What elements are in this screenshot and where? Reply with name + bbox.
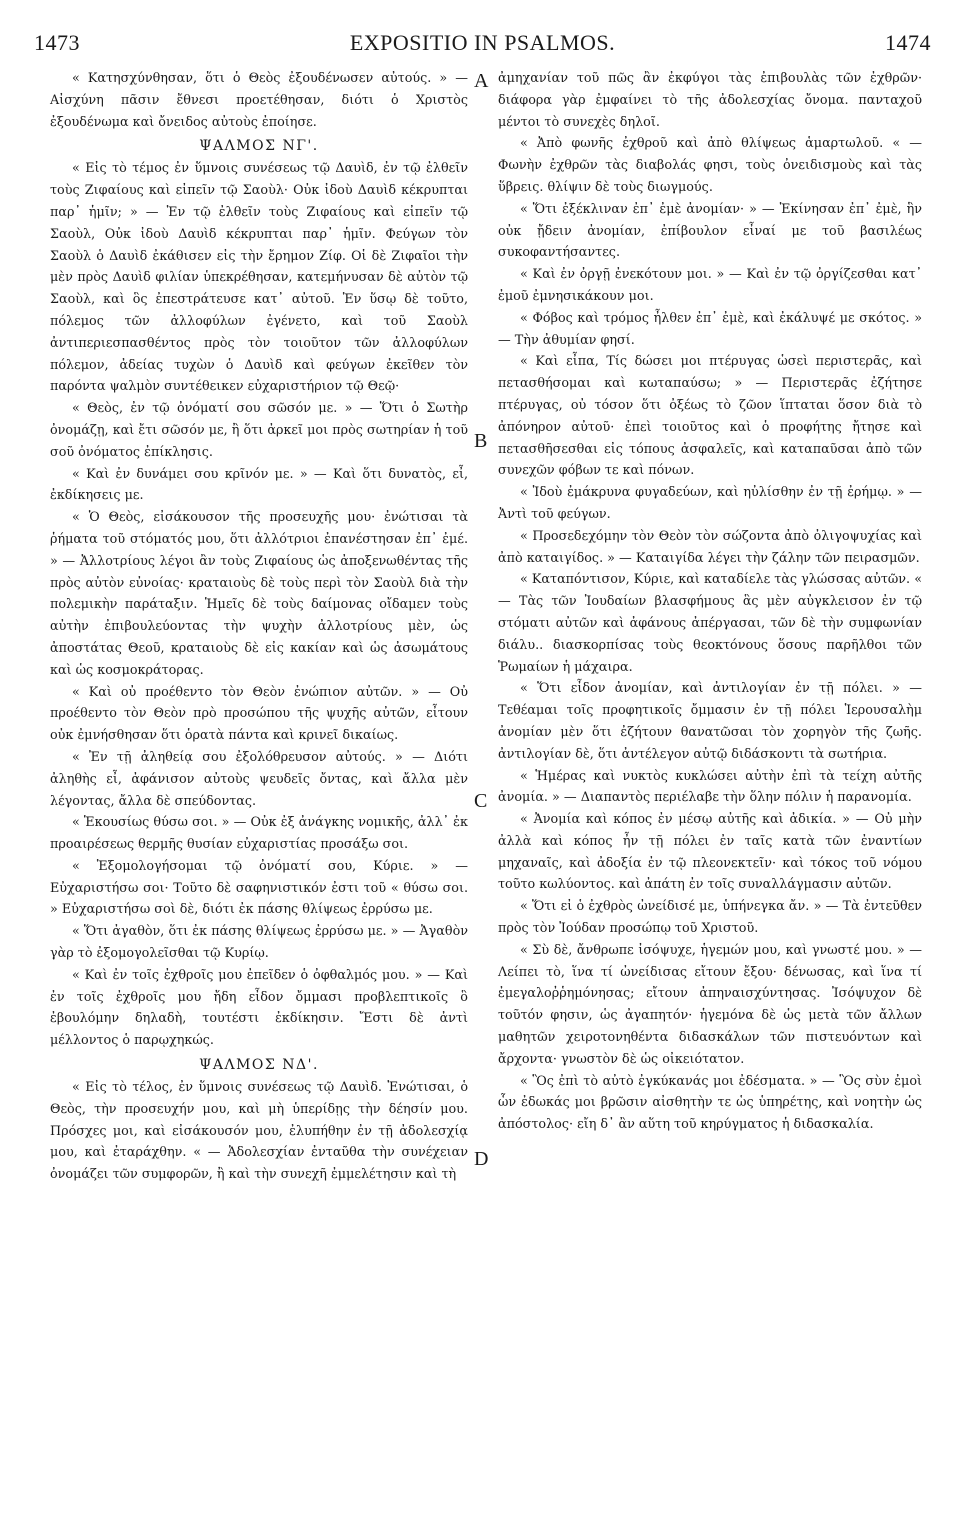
paragraph: « Εἰς τὸ τέλος, ἐν ὕμνοις συνέσεως τῷ Δαυὶδ. Ἐνώτισαι, ὁ Θεὸς, τὴν προσευχήν μου, καὶ μὴ ὑπερίδῃς τὴν δέησίν μου. Πρόσχες μοι, καὶ εἰσάκουσόν μου, ἐλυπήθην ἐν τῇ ἀδολεσχίᾳ μου, καὶ ἐταράχθην. « — Ἀδολεσχίαν ἐνταῦθα τὴν συνέχειαν ὀνομάζει τῶν συμφορῶν, ἢ καὶ τὴν συνεχῆ ἐμμελέτησιν καὶ τὴ [50,1080,468,1183]
paragraph: « Ὅτι εἶδον ἀνομίαν, καὶ ἀντιλογίαν ἐν τῇ πόλει. » — Τεθέαμαι τοῖς προφητικοῖς ὄμμασιν ἐν τῇ πόλει Ἱερουσαλὴμ ἀνομίαν μὲν ὅτι ἐζήτουν θανατῶσαι τὸν χορηγὸν τῆς ζωῆς. ἀντιλογίαν δὲ, ὅτι ἀντέλεγον αὐτῷ διδάσκοντι τὰ σωτήρια. [498,681,922,762]
margin-marker-a: A [474,70,489,92]
running-title: EXPOSITIO IN PSALMOS. [349,30,616,55]
page-number-right: 1474 [885,30,931,55]
margin-marker-c: C [474,790,488,812]
paragraph: « Κατησχύνθησαν, ὅτι ὁ Θεὸς ἐξουδένωσεν αὐτούς. » — Αἰσχύνη πᾶσιν ἔθνεσι προετέθησαν, διότι ὁ Χριστὸς ἐξουδένωμα καὶ ὄνειδος αὐτοὺς ἐποίησε. [50,71,468,130]
psalm-heading: ΨΑΛΜΟΣ ΝΓ'. [199,138,319,155]
paragraph: « Ὁ Θεὸς, εἰσάκουσον τῆς προσευχῆς μου· ἐνώτισαι τὰ ῥήματα τοῦ στόματός μου, ὅτι ἀλλότριοι ἐπανέστησαν ἐπ᾽ ἐμέ. » — Ἀλλοτρίους λέγοι ἂν τοὺς Ζιφαίους ὡς ἀποξενωθέντας τῆς πρὸς αὐτὸν εὐνοίας· κραταιοὺς δὲ τοὺς περὶ τὸν Σαοὺλ διὰ τὴν πολεμικὴν παράταξιν. Ἡμεῖς δὲ τοὺς δαίμονας οἴδαμεν τοὺς αὐτὴν ἐπιβουλεύοντας τὴν ψυχὴν ἀλλοτρίους μὲν, ὡς ἀποστάτας Θεοῦ, κραταιοὺς δὲ εἰς κακίαν καὶ ὡς ἀσωμάτους καὶ ὡς κοσμοκράτορας. [50,510,468,678]
paragraph: ἀμηχανίαν τοῦ πῶς ἂν ἐκφύγοι τὰς ἐπιβουλὰς τῶν ἐχθρῶν· διάφορα γὰρ ἐμφαίνει τὸ τῆς ἀδολεσχίας ὄνομα. πανταχοῦ μέντοι τὸ συνεχὲς δηλοῖ. [498,71,922,130]
paragraph: « Εἰς τὸ τέμος ἐν ὕμνοις συνέσεως τῷ Δαυὶδ, ἐν τῷ ἐλθεῖν τοὺς Ζιφαίους καὶ εἰπεῖν τῷ Σαοὺλ· Οὐκ ἰδοὺ Δαυὶδ κέκρυπται παρ᾽ ἡμῖν; » — Ἐν τῷ ἐλθεῖν τοὺς Ζιφαίους καὶ εἰπεῖν τῷ Σαοὺλ, Οὐκ ἰδοὺ Δαυὶδ κέκρυπται παρ᾽ ἡμῖν. Φεύγων τὸν Σαοὺλ ὁ Δαυὶδ ἐκάθισεν εἰς τὴν ἔρημον Ζίφ. Οἱ δὲ Ζιφαῖοι τὴν μὲν πρὸς Δαυὶδ φιλίαν ὑπεκρέθησαν, κατεμήνυσαν δὲ αὐτὸν τῷ Σαοὺλ, καὶ ὃς ἐπεστράτευσε κατ᾽ αὐτοῦ. Ἐν ὕσῳ δὲ τοῦτο, πόλεμος τῶν ἀλλοφύλων ἐγένετο, καὶ τοῦ Σαοὺλ ἀντιπεριεσπασθέντος πρὸς τὸν τοιοῦτον τῶν ἀλλοφύλων πόλεμον, ἀδείας τυχὼν ὁ Δαυὶδ καὶ φεύγων ἐκεῖθεν τὸν παρόντα ψαλμὸν συντέθεικεν εὐχαριστήριον τῷ Θεῷ· [50,161,468,395]
page-number-left: 1473 [34,30,80,55]
paragraph: « Καὶ ἐν δυνάμει σου κρῖνόν με. » — Καὶ ὅτι δυνατὸς, εἶ, ἐκδίκησεις με. [50,466,468,504]
paragraph: « Φόβος καὶ τρόμος ἦλθεν ἐπ᾽ ἐμὲ, καὶ ἐκάλυψέ με σκότος. » — Τὴν ἀθυμίαν φησί. [498,310,922,348]
paragraph: « Ὅτι εἰ ὁ ἐχθρὸς ὠνείδισέ με, ὑπήνεγκα ἄν. » — Τὰ ἐντεῦθεν πρὸς τὸν Ἰούδαν προσώπῳ τοῦ Χριστοῦ. [498,899,922,937]
paragraph: « Ἐξομολογήσομαι τῷ ὀνόματί σου, Κύριε. » — Εὐχαριστήσω σοι· Τοῦτο δὲ σαφηνιστικόν ἐστι τοῦ « θύσω σοι. » Εὐχαριστήσω σοὶ δὲ, διότι ἐκ πάσης θλίψεως ἐρρύσω με. [50,858,468,918]
paragraph: « Καὶ ἐν ὀργῇ ἐνεκότουν μοι. » — Καὶ ἐν τῷ ὀργίζεσθαι κατ᾽ ἐμοῦ ἐμνησικάκουν μοι. [498,267,922,304]
margin-marker-d: D [474,1148,489,1170]
paragraph: « Ὃς ἐπὶ τὸ αὐτὸ ἐγκύκανάς μοι ἐδέσματα. » — Ὃς σὺν ἐμοὶ ὧν ἐδωκάς μοι βρῶσιν αἰσθητὴν τε ὡς ὑπηρέτης, καὶ νοητὴν ὡς ἀπόστολος· εἴη δ᾽ ἂν αὕτη τοῦ κηρύγματος ἡ διδασκαλία. [498,1073,922,1133]
right-column [498,68,922,1136]
left-column [50,68,468,1186]
paragraph: « Καταπόντισον, Κύριε, καὶ καταδίελε τὰς γλώσσας αὐτῶν. « — Τὰς τῶν Ἰουδαίων βλασφήμους ἃς μὲν αὐγκλεισον ἐν τῷ στόματι αὐτῶν καὶ ἀφάνους ἀπέργασαι, τῶν δὲ τὴν συμφωνίαν διάλυ.. διασκορπίσας τοὺς θεοκτόνους ὅσους παρῆλθοι τῶν Ῥωμαίων ἡ μάχαιρα. [498,572,922,675]
paragraph: « Ἡμέρας καὶ νυκτὸς κυκλώσει αὐτὴν ἐπὶ τὰ τείχη αὐτῆς ἀνομία. » — Διαπαντὸς περιέλαβε τὴν ὅλην πόλιν ἡ παρανομία. [498,768,922,806]
paragraph: « Ὅτι ἀγαθὸν, ὅτι ἐκ πάσης θλίψεως ἐρρύσω με. » — Ἀγαθὸν γὰρ τὸ ἐξομογολεῖσθαι τῷ Κυρίῳ. [50,924,468,962]
psalm-heading: ΨΑΛΜΟΣ ΝΔ'. [199,1057,319,1074]
paragraph: « Καὶ ἐν τοῖς ἐχθροῖς μου ἐπεῖδεν ὁ ὀφθαλμός μου. » — Καὶ ἐν τοῖς ἐχθροῖς μου ἤδη εἶδον ὄμμασι προβλεπτικοῖς ὃ ἐβουλόμην δηλαδὴ, τουτέστι ἐκδίκησιν. Ἔστι δὲ ἀντὶ μέλλοντος ὁ παρῳχηκώς. [50,967,468,1049]
margin-marker-b: B [474,430,488,452]
paragraph: « Ἰδοὺ ἐμάκρυνα φυγαδεύων, καὶ ηὐλίσθην ἐν τῇ ἐρήμῳ. » — Ἀντὶ τοῦ φεύγων. [498,485,922,522]
paragraph: « Καὶ οὐ προέθεντο τὸν Θεὸν ἐνώπιον αὐτῶν. » — Οὐ προέθεντο τὸν Θεὸν πρὸ προσώπου τῆς ψυχῆς αὐτῶν, εἶτουν οὐκ ἐμνήσθησαν ὅτι ὁρατὰ πάντα καὶ κρινεῖ δικαίως. [50,684,468,744]
paragraph: « Προσεδεχόμην τὸν Θεὸν τὸν σώζοντα ἀπὸ ὀλιγοψυχίας καὶ ἀπὸ καταιγίδος. » — Καταιγίδα λέγει τὴν ζάλην τῶν πειρασμῶν. [498,528,922,566]
paragraph: « Θεὸς, ἐν τῷ ὀνόματί σου σῶσόν με. » — Ὅτι ὁ Σωτὴρ ὀνομάζῃ, καὶ ἔτι σῶσόν με, ἢ ὅτι ἀρκεῖ μοι πρὸς σωτηρίαν ἡ τοῦ σοῦ ὀνόματος ἐπίκλησις. [50,401,468,460]
paragraph: « Ἑκουσίως θύσω σοι. » — Οὐκ ἐξ ἀνάγκης νομικῆς, ἀλλ᾽ ἐκ προαιρέσεως θερμῆς θυσίαν εὐχαριστίας προσάξω σοι. [50,815,468,853]
paragraph: « Ἀπὸ φωνῆς ἐχθροῦ καὶ ἀπὸ θλίψεως ἁμαρτωλοῦ. « — Φωνὴν ἐχθρῶν τὰς διαβολάς φησι, τοὺς ὀνειδισμοὺς καὶ τὰς ὕβρεις. θλίψιν δὲ τοὺς διωγμούς. [498,136,922,195]
paragraph: « Καὶ εἶπα, Τίς δώσει μοι πτέρυγας ὡσεὶ περιστερᾶς, καὶ πετασθήσομαι καὶ κωταπαύσω; » — Περιστερᾶς ἐζήτησε πτέρυγας, οὐ τόσον ὅτι ὀξέως τὸ ζῶον ἵπταται ὅσον διὰ τὸ ἀπόνηρον αὐτοῦ· ἐπεὶ τοιοῦτος καὶ ὁ προφήτης ἤτησε καὶ πετασθῆσεσθαι εἰς τόπους ἀσφαλεῖς, καὶ καταπαῦσαι ἀπὸ τῶν συνεχῶν φόβων τε καὶ πόνων. [498,354,922,479]
paragraph: « Ἐν τῇ ἀληθείᾳ σου ἐξολόθρευσον αὐτούς. » — Διότι ἀληθὴς εἶ, ἀφάνισον αὐτοὺς ψευδεῖς ὄντας, καὶ ἄλλα μὲν λέγοντας, ἄλλα δὲ σπεύδοντας. [50,749,468,809]
paragraph: « Ὅτι ἐξέκλιναν ἐπ᾽ ἐμὲ ἀνομίαν· » — Ἐκίνησαν ἐπ᾽ ἐμὲ, ἣν οὐκ ᾔδειν ἀνομίαν, ἐπίβουλον εἶναί με τοῦ βασιλέως συκοφαντήσαντες. [498,201,922,261]
paragraph: « Σὺ δὲ, ἄνθρωπε ἰσόψυχε, ἡγεμών μου, καὶ γνωστέ μου. » — Λείπει τὸ, ἵνα τί ὠνείδισας εἴτουν ἔξου· δένωσας, καὶ ἵνα τί ἐμεγαλοῤῥημόνησας; εἴτουν ἀπηναισχύντησας. Ἰσόψυχον δὲ τοῦτόν φησιν, ὡς ἀγαπητόν· ἡγεμόνα δὲ ὡς μετὰ τῶν ἄλλων μαθητῶν χειροτονηθέντα διδασκάλων τῶν πιστευόντων καὶ ἄρχοντα· γνωστὸν δὲ ὡς οἰκειότατον. [498,942,922,1067]
paragraph: « Ἀνομία καὶ κόπος ἐν μέσῳ αὐτῆς καὶ ἀδικία. » — Οὐ μὴν ἀλλὰ καὶ κόπος ἦν τῇ πόλει ἐν ταῖς κατὰ τῶν ἐναντίων μηχαναῖς, καὶ ἀδοξία ἐν τῷ πλεονεκτεῖν· καὶ τόκος τοῦ νόμου τοῦτο κωλύοντος. καὶ ἀπάτη ἐν τοῖς συναλλάγμασιν αὐτῶν. [498,812,922,893]
page-header [30,30,935,62]
